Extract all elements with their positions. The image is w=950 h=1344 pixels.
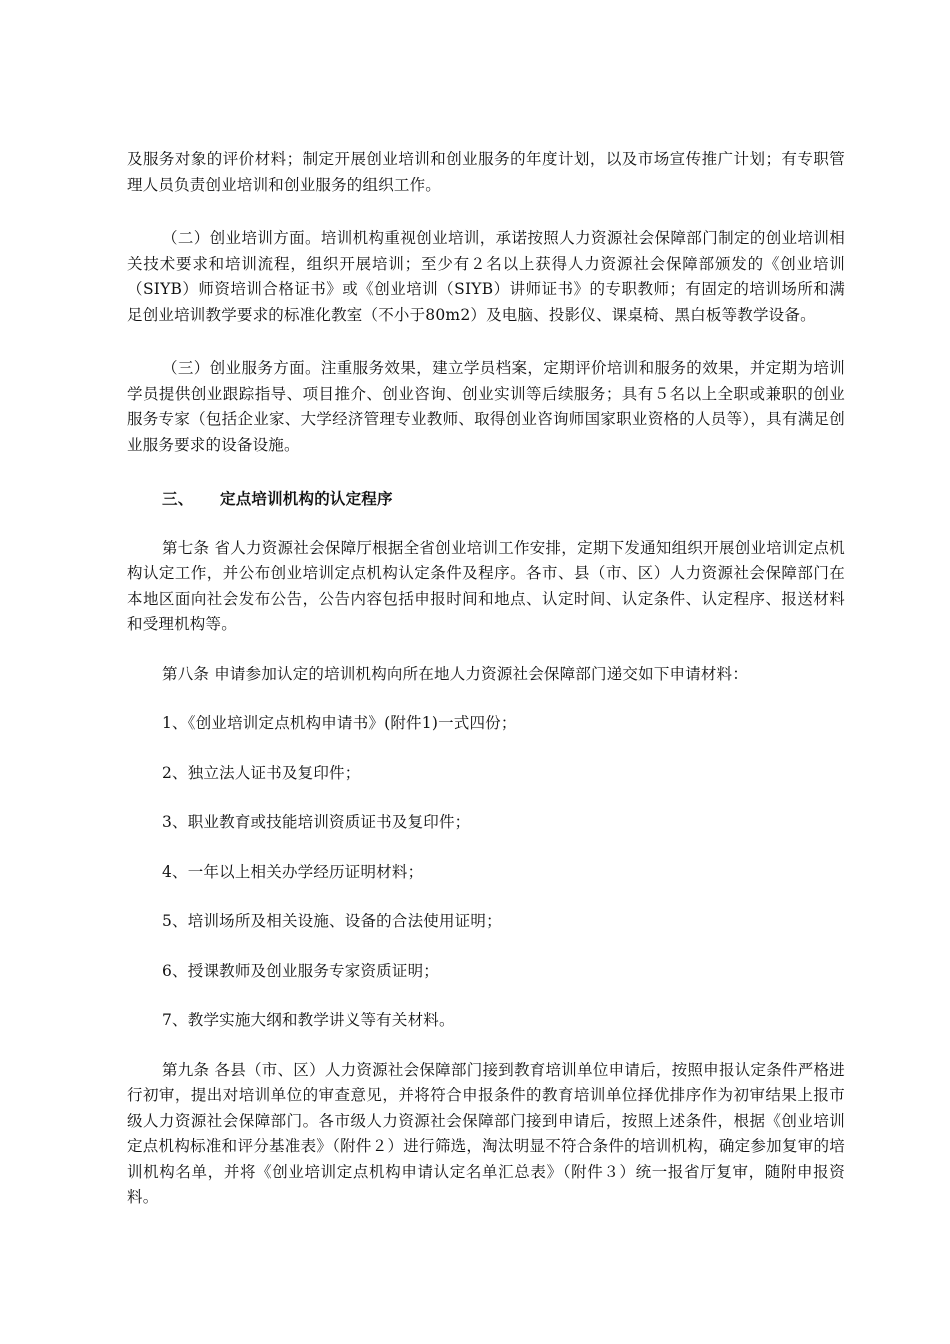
section-heading	[127, 486, 845, 512]
document-page	[127, 147, 845, 1211]
paragraph-training-aspect: （二）创业培训方面。培训机构重视创业培训，承诺按照人力资源社会保障部门制定的创业培训相关技术要求和培训流程，组织开展培训；至少有２名以上获得人力资源社会保障部颁发的《创业培训（SIYB）师资培训合格证书》或《创业培训（SIYB）讲师证书》的专职教师；有固定的培训场所和满足创业培训教学要求的标准化教室（不小于80m2）及电脑、投影仪、课桌椅、黑白板等教学设备。	[127, 229, 845, 324]
article-8: 第八条 申请参加认定的培训机构向所在地人力资源社会保障部门递交如下申请材料：	[162, 664, 749, 683]
material-item-5: 5、培训场所及相关设施、设备的合法使用证明；	[162, 912, 502, 930]
section-title: 定点培训机构的认定程序	[220, 489, 393, 508]
section-number: 三、	[162, 489, 194, 508]
material-item-4: 4、一年以上相关办学经历证明材料；	[162, 862, 424, 881]
material-item-3: 3、职业教育或技能培训资质证书及复印件；	[162, 813, 471, 831]
paragraph-service-aspect: （三）创业服务方面。注重服务效果，建立学员档案，定期评价培训和服务的效果，并定期为培训学员提供创业跟踪指导、项目推介、创业咨询、创业实训等后续服务；具有５名以上全职或兼职的创业服务专家（包括企业家、大学经济管理专业教师、取得创业咨询师国家职业资格的人员等），具有满足创业服务要求的设备设施。	[127, 359, 845, 454]
material-item-1: 1、《创业培训定点机构申请书》(附件1)一式四份；	[162, 714, 517, 732]
article-9: 第九条 各县（市、区）人力资源社会保障部门接到教育培训单位申请后，按照申报认定条件严格进行初审，提出对培训单位的审查意见，并将符合申报条件的教育培训单位择优排序作为初审结果上报市级人力资源社会保障部门。各市级人力资源社会保障部门接到申请后，按照上述条件，根据《创业培训定点机构标准和评分基准表》（附件２）进行筛选，淘汰明显不符合条件的培训机构，确定参加复审的培训机构名单，并将《创业培训定点机构申请认定名单汇总表》（附件３）统一报省厅复审，随附申报资料。	[127, 1060, 845, 1206]
material-item-6: 6、授课教师及创业服务专家资质证明；	[162, 961, 439, 980]
material-item-7: 7、教学实施大纲和教学讲义等有关材料。	[162, 1011, 455, 1029]
paragraph-evaluation-materials: 及服务对象的评价材料；制定开展创业培训和创业服务的年度计划，以及市场宣传推广计划；有专职管理人员负责创业培训和创业服务的组织工作。	[127, 150, 845, 194]
material-item-2: 2、独立法人证书及复印件；	[162, 763, 361, 782]
article-7: 第七条 省人力资源社会保障厅根据全省创业培训工作安排，定期下发通知组织开展创业培训定点机构认定工作，并公布创业培训定点机构认定条件及程序。各市、县（市、区）人力资源社会保障部门在本地区面向社会发布公告，公告内容包括申报时间和地点、认定时间、认定条件、认定程序、报送材料和受理机构等。	[127, 538, 845, 633]
